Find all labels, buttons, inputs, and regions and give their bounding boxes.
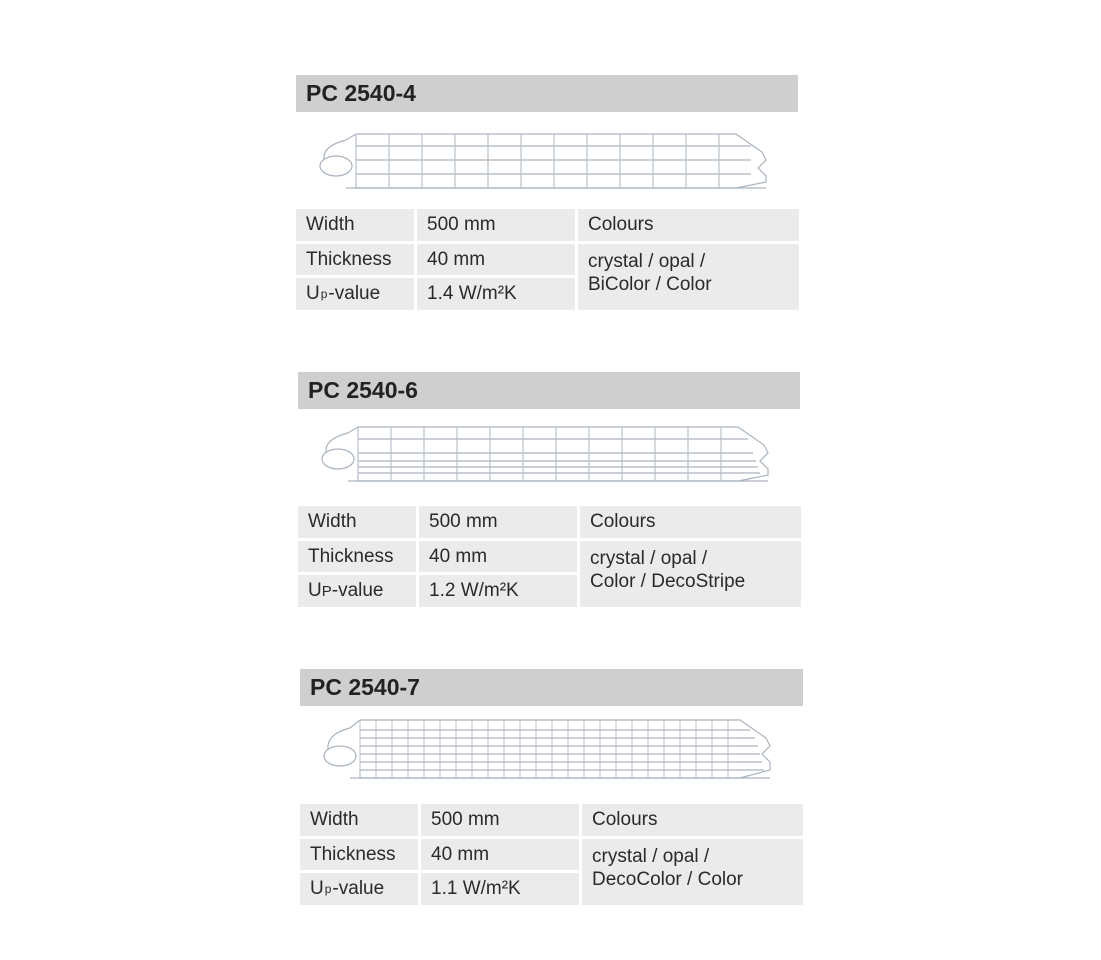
u-value-label-sub: p: [324, 882, 332, 896]
panel-profile-drawing: [298, 409, 800, 501]
u-value-label-u: U: [310, 878, 324, 899]
colours-value: [578, 244, 799, 310]
u-value-label-u: U: [306, 283, 320, 304]
width-label: Width: [296, 209, 414, 241]
u-value: 1.4 W/m²K: [417, 278, 575, 310]
u-value-label-u: U: [308, 580, 322, 601]
panel-profile-drawing: [300, 706, 803, 798]
u-value-label: [298, 575, 416, 607]
u-value-label: [300, 873, 418, 905]
thickness-label: Thickness: [298, 541, 416, 572]
spec-table: [300, 804, 803, 905]
product-pc-2540-7: [300, 669, 803, 899]
u-value-label-rest: -value: [332, 878, 385, 899]
thickness-label: Thickness: [296, 244, 414, 275]
colours-line-1: crystal / opal /: [590, 548, 708, 569]
thickness-value: 40 mm: [419, 541, 577, 572]
product-pc-2540-4: [296, 75, 798, 305]
colours-line-1: crystal / opal /: [592, 846, 710, 867]
colours-value: [580, 541, 801, 607]
panel-profile-image: [300, 706, 803, 798]
panel-profile-drawing: [296, 112, 798, 204]
thickness-value: 40 mm: [421, 839, 579, 870]
product-title: PC 2540-7: [310, 674, 420, 700]
u-value: 1.1 W/m²K: [421, 873, 579, 905]
u-value-label-rest: -value: [328, 283, 381, 304]
colours-line-1: crystal / opal /: [588, 251, 706, 272]
colours-value: [582, 839, 803, 905]
colours-label: Colours: [582, 804, 803, 836]
product-title-bar: [300, 669, 803, 706]
u-value: 1.2 W/m²K: [419, 575, 577, 607]
panel-profile-image: [296, 112, 798, 204]
u-value-label-rest: -value: [331, 580, 384, 601]
product-title: PC 2540-4: [306, 80, 416, 106]
product-pc-2540-6: [298, 372, 800, 602]
product-title: PC 2540-6: [308, 377, 418, 403]
spec-table: [298, 506, 800, 607]
width-label: Width: [300, 804, 418, 836]
u-value-label: [296, 278, 414, 310]
colours-label: Colours: [578, 209, 799, 241]
product-title-bar: [298, 372, 800, 409]
colours-label: Colours: [580, 506, 801, 538]
width-value: 500 mm: [417, 209, 575, 241]
colours-line-2: BiColor / Color: [588, 274, 712, 295]
thickness-value: 40 mm: [417, 244, 575, 275]
width-label: Width: [298, 506, 416, 538]
spec-table: [296, 209, 798, 310]
u-value-label-sub: P: [321, 582, 332, 600]
product-title-bar: [296, 75, 798, 112]
thickness-label: Thickness: [300, 839, 418, 870]
width-value: 500 mm: [421, 804, 579, 836]
width-value: 500 mm: [419, 506, 577, 538]
panel-profile-image: [298, 409, 800, 501]
colours-line-2: DecoColor / Color: [592, 869, 743, 890]
u-value-label-sub: p: [320, 287, 328, 301]
colours-line-2: Color / DecoStripe: [590, 571, 746, 592]
